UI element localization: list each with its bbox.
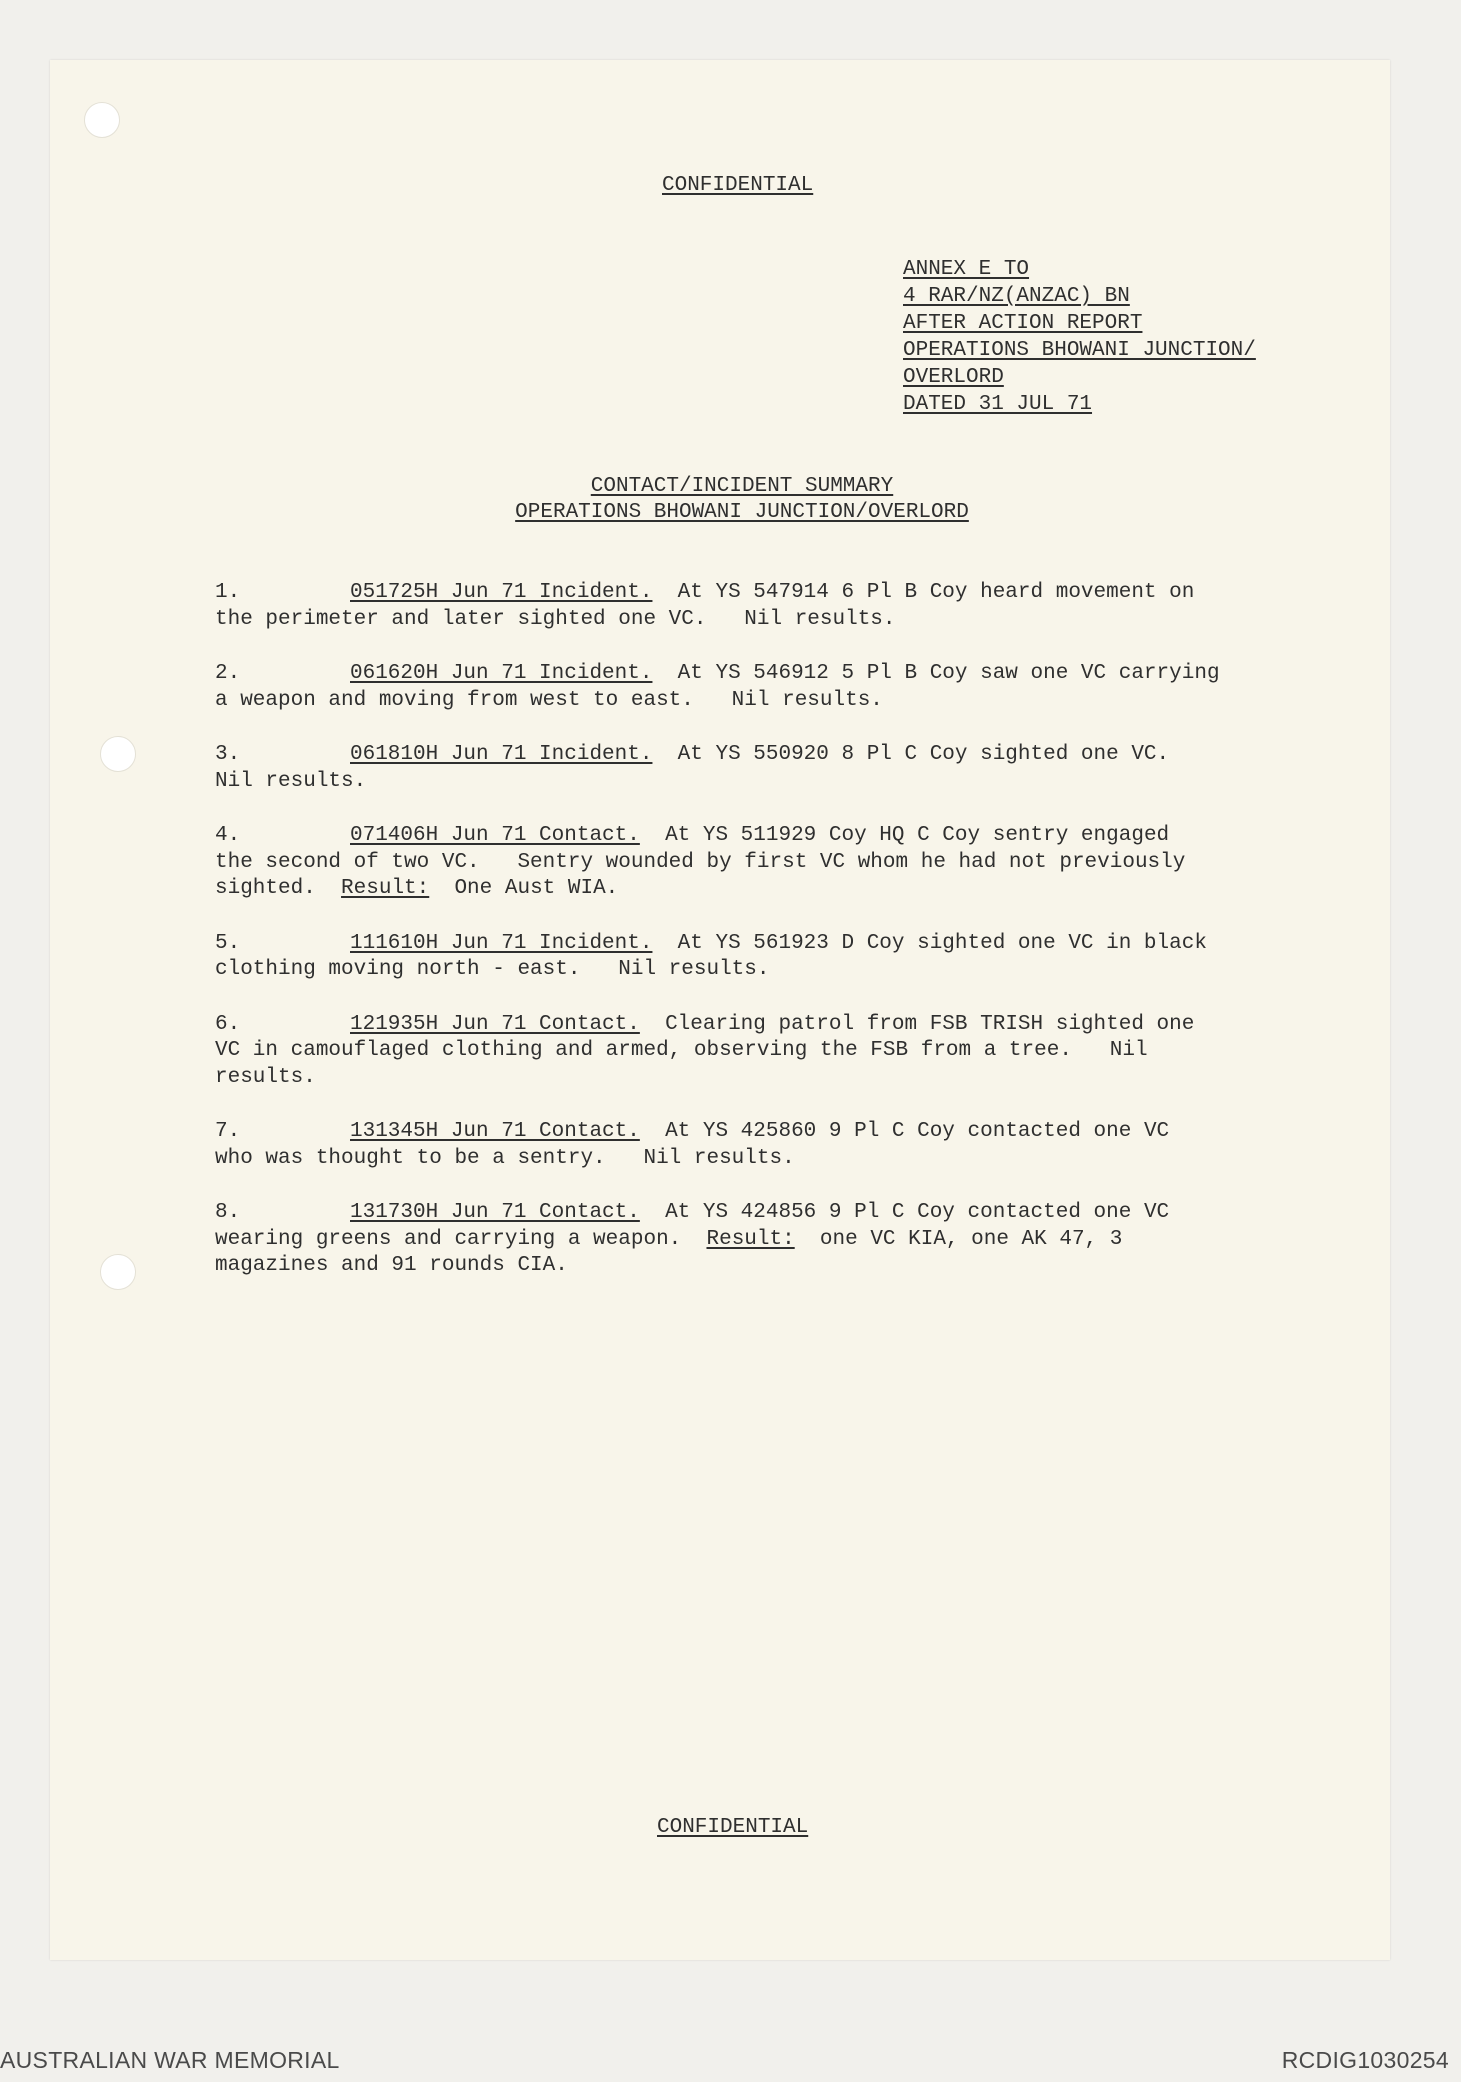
incident-text: Clearing patrol from FSB TRISH sighted one [639, 1012, 1195, 1036]
incident-heading: 051725H Jun 71 Incident. [350, 581, 653, 604]
incident-heading: 061810H Jun 71 Incident. [350, 743, 653, 766]
incident-heading: 071406H Jun 71 Contact. [350, 824, 640, 847]
incident-text-line: a weapon and moving from west to east. Nil results. [215, 688, 883, 712]
incident-heading: 061620H Jun 71 Incident. [350, 662, 653, 685]
incident-heading: 111610H Jun 71 Incident. [350, 931, 653, 955]
summary-title-line1: CONTACT/INCIDENT SUMMARY [590, 475, 894, 498]
incident-list [215, 580, 1315, 1308]
incident-first-line [215, 1119, 1315, 1146]
incident-text-line: the perimeter and later sighted one VC. Nil results. [215, 607, 896, 631]
punch-hole [84, 102, 120, 138]
result-text: one VC KIA, one AK 47, 3 [794, 1227, 1123, 1251]
incident-text: At YS 424856 9 Pl C Coy contacted one VC [639, 1201, 1170, 1224]
result-text: wearing greens and carrying a weapon. [215, 1227, 707, 1251]
classification-top: CONFIDENTIAL [662, 174, 814, 197]
result-text: One Aust WIA. [429, 877, 619, 900]
incident-text-line: who was thought to be a sentry. Nil results. [215, 1146, 795, 1170]
incident-first-line [215, 823, 1315, 850]
incident-number: 4. [215, 824, 241, 847]
incident-heading: 131345H Jun 71 Contact. [350, 1120, 640, 1143]
incident-item [215, 742, 1315, 795]
incident-first-line [215, 1200, 1315, 1227]
record-id: RCDIG1030254 [1281, 2047, 1449, 2073]
incident-text-line: Nil results. [215, 769, 367, 793]
incident-first-line [215, 1012, 1315, 1039]
incident-first-line [215, 742, 1315, 769]
incident-item [215, 1012, 1315, 1092]
incident-item [215, 823, 1315, 903]
incident-first-line [215, 580, 1315, 607]
annex-line: ANNEX E TO [903, 258, 1030, 281]
annex-reference [903, 256, 1256, 418]
incident-number: 7. [215, 1120, 241, 1143]
punch-hole [100, 1254, 136, 1290]
incident-item [215, 931, 1315, 984]
incident-result-line [215, 876, 1315, 903]
classification-bottom: CONFIDENTIAL [657, 1816, 809, 1839]
incident-text-line: VC in camouflaged clothing and armed, observing the FSB from a tree. Nil [215, 1039, 1148, 1062]
incident-item [215, 1119, 1315, 1172]
incident-text: At YS 550920 8 Pl C Coy sighted one VC. [652, 743, 1170, 766]
incident-item [215, 1200, 1315, 1280]
punch-hole [100, 736, 136, 772]
incident-number: 2. [215, 662, 241, 685]
result-text: sighted. [215, 877, 342, 900]
annex-line: OVERLORD [903, 366, 1004, 389]
incident-text-line: magazines and 91 rounds CIA. [215, 1254, 568, 1277]
result-label: Result: [706, 1227, 795, 1251]
incident-number: 3. [215, 743, 241, 766]
incident-text: At YS 547914 6 Pl B Coy heard movement on [652, 581, 1195, 604]
incident-item [215, 580, 1315, 633]
annex-line: OPERATIONS BHOWANI JUNCTION/ [903, 339, 1256, 362]
incident-result-line [215, 1227, 1315, 1254]
incident-text: At YS 561923 D Coy sighted one VC in black [652, 931, 1207, 955]
incident-text-line: results. [215, 1065, 316, 1089]
summary-title-line2: OPERATIONS BHOWANI JUNCTION/OVERLORD [515, 501, 969, 524]
source-label: AUSTRALIAN WAR MEMORIAL [0, 2047, 340, 2073]
incident-text-line: clothing moving north - east. Nil results. [215, 958, 770, 981]
incident-text: At YS 546912 5 Pl B Coy saw one VC carrying [652, 662, 1220, 685]
annex-line: 4 RAR/NZ(ANZAC) BN [903, 285, 1130, 308]
incident-number: 6. [215, 1012, 241, 1036]
incident-text-line: the second of two VC. Sentry wounded by first VC whom he had not previously [215, 850, 1186, 874]
incident-text: At YS 425860 9 Pl C Coy contacted one VC [639, 1120, 1170, 1143]
incident-number: 1. [215, 581, 241, 604]
incident-first-line [215, 931, 1315, 958]
annex-line: AFTER ACTION REPORT [903, 312, 1143, 335]
incident-heading: 121935H Jun 71 Contact. [350, 1012, 640, 1036]
incident-heading: 131730H Jun 71 Contact. [350, 1201, 640, 1224]
incident-first-line [215, 661, 1315, 688]
incident-number: 5. [215, 931, 241, 955]
incident-number: 8. [215, 1201, 241, 1224]
result-label: Result: [341, 877, 430, 900]
summary-title [497, 474, 987, 526]
annex-line: DATED 31 JUL 71 [903, 393, 1093, 416]
incident-item [215, 661, 1315, 714]
incident-text: At YS 511929 Coy HQ C Coy sentry engaged [639, 824, 1170, 847]
